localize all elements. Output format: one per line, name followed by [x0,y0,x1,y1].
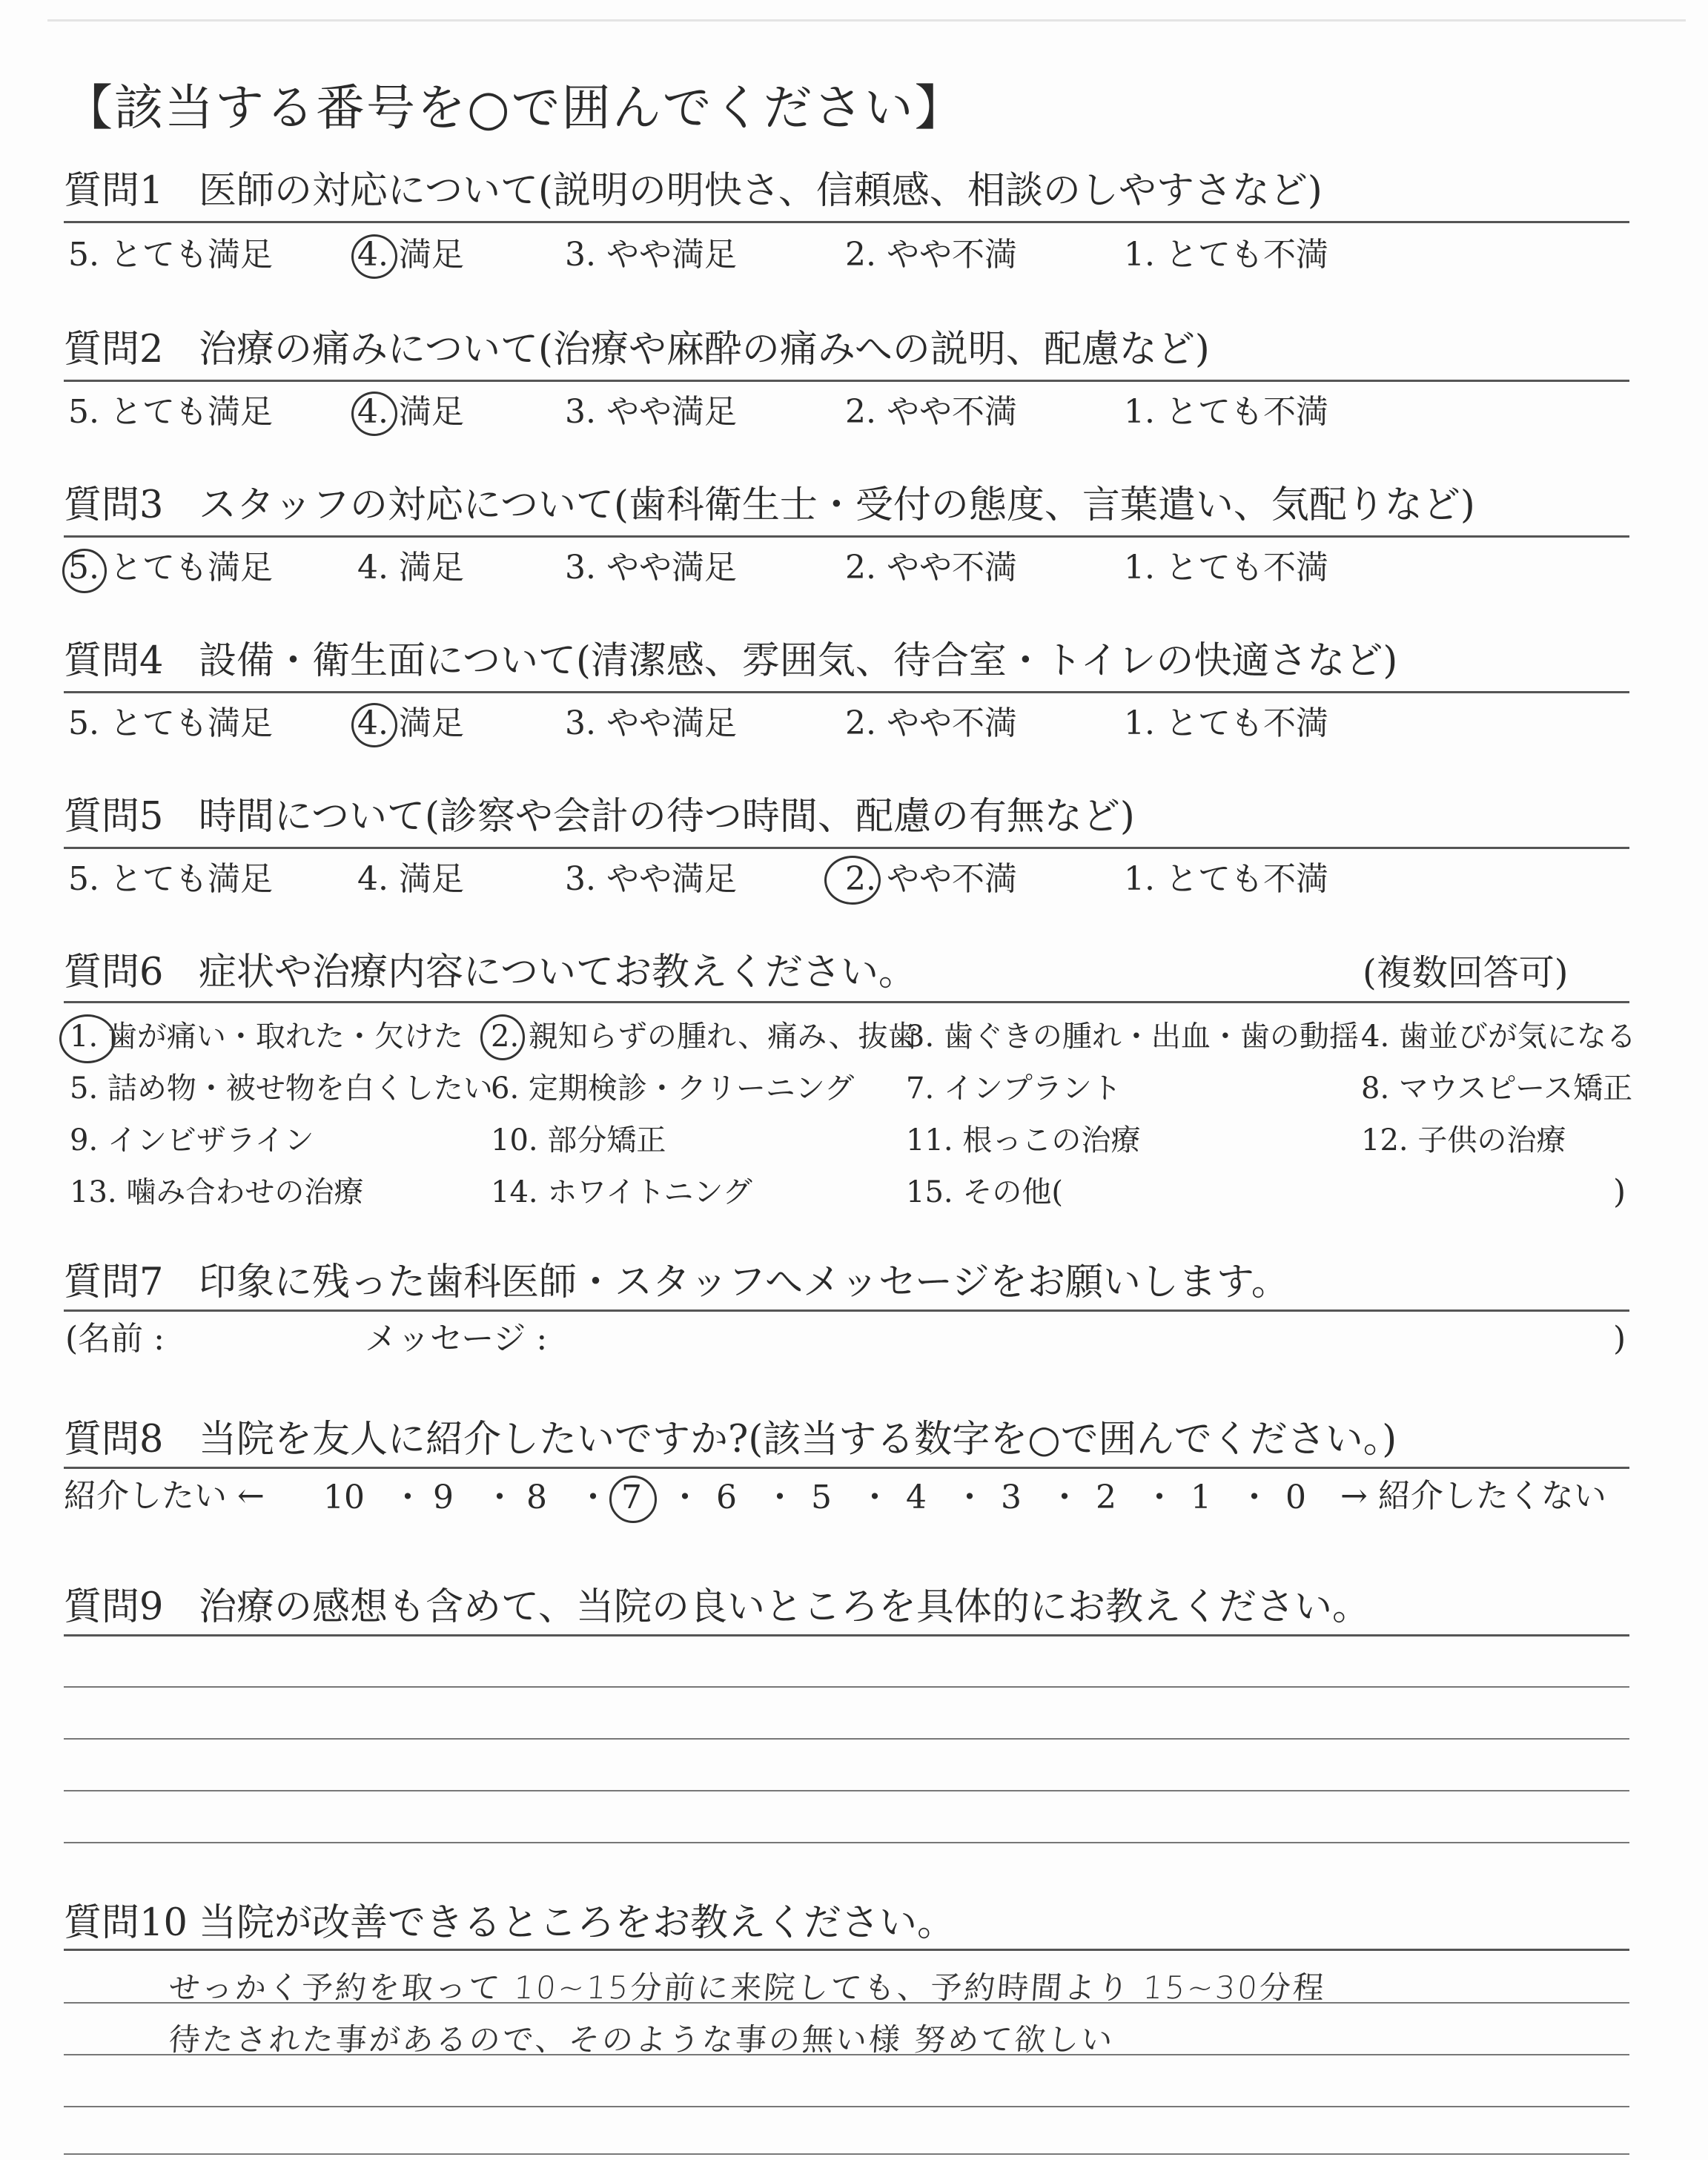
question-3-rule [64,535,1629,538]
multiple-answers-note: (複数回答可) [1363,952,1569,994]
q1-option-5[interactable]: 5. とても満足 [68,236,273,274]
q6-option-5[interactable]: 5. 詰め物・被せ物を白くしたい [70,1071,493,1106]
question-7-title [64,1261,1289,1304]
q8-sep-7: ・ [953,1479,986,1516]
q3-option-5[interactable]: 5. とても満足 [68,549,273,587]
question-4-text: 設備・衛生面について(清潔感、雰囲気、待合室・トイレの快適さなど) [199,639,1398,683]
question-9-label: 質問9 [64,1585,164,1629]
q8-scale-0[interactable]: 0 [1285,1479,1306,1516]
q5-option-3[interactable]: 3. やや満足 [565,860,737,898]
q2-option-5[interactable]: 5. とても満足 [68,393,273,431]
question-1-rule [64,221,1629,223]
q8-sep-9: ・ [1143,1479,1176,1516]
q8-sep-8: ・ [1048,1479,1081,1516]
q8-sep-1: ・ [391,1479,424,1516]
q8-sep-3: ・ [577,1479,609,1516]
q9-answer-line-2 [64,1738,1629,1740]
q4-option-4[interactable]: 4. 満足 [357,704,464,742]
question-10-rule [64,1949,1629,1951]
q8-scale-5[interactable]: 5 [811,1479,832,1516]
question-8-title [64,1418,1397,1462]
q8-sep-2: ・ [483,1479,516,1516]
q6-option-8[interactable]: 8. マウスピース矯正 [1361,1071,1633,1106]
q7-close-paren: ) [1613,1320,1626,1358]
q1-option-2[interactable]: 2. やや不満 [845,236,1017,274]
q8-scale-2[interactable]: 2 [1096,1479,1116,1516]
question-7-label: 質問7 [64,1261,164,1304]
q10-answer-line-4 [64,2153,1629,2155]
question-1-text: 医師の対応について(説明の明快さ、信頼感、相談のしやすさなど) [199,169,1323,213]
question-6-text: 症状や治療内容についてお教えください。 [199,951,916,994]
question-5-title [64,795,1135,839]
q8-scale-1[interactable]: 1 [1191,1479,1211,1516]
q6-option-15[interactable]: 15. その他( [906,1175,1063,1209]
q6-option-11[interactable]: 11. 根っこの治療 [906,1123,1141,1157]
question-3-title [64,483,1475,527]
q6-option-3[interactable]: 3. 歯ぐきの腫れ・出血・歯の動揺 [906,1020,1359,1054]
q10-answer-line-2-text[interactable]: 待たされた事があるので、そのような事の無い様 努めて欲しい [168,2021,1116,2058]
q8-sep-10: ・ [1238,1479,1271,1516]
q10-answer-line-1 [64,2002,1629,2004]
q4-option-5[interactable]: 5. とても満足 [68,704,273,742]
q8-sep-6: ・ [858,1479,891,1516]
question-7-rule [64,1309,1629,1312]
question-3-label: 質問3 [64,483,164,527]
question-10-label: 質問10 [64,1901,188,1945]
q4-option-1[interactable]: 1. とても不満 [1124,704,1328,742]
q10-answer-line-3 [64,2106,1629,2107]
question-9-title [64,1585,1370,1629]
q5-option-2[interactable]: 2. やや不満 [845,860,1017,898]
q8-sep-5: ・ [764,1479,796,1516]
q9-answer-line-4 [64,1842,1629,1843]
q1-option-1[interactable]: 1. とても不満 [1124,236,1328,274]
q6-option-6[interactable]: 6. 定期検診・クリーニング [491,1071,855,1106]
question-6-rule [64,1001,1629,1003]
q6-option-1[interactable]: 1. 歯が痛い・取れた・欠けた [70,1020,463,1054]
q1-option-4[interactable]: 4. 満足 [357,236,464,274]
question-3-text: スタッフの対応について(歯科衛生士・受付の態度、言葉遣い、気配りなど) [199,483,1475,527]
question-10-text: 当院が改善できるところをお教えください。 [199,1901,956,1945]
question-8-label: 質問8 [64,1418,164,1462]
q7-message-label: メッセージ : [365,1320,548,1358]
question-5-text: 時間について(診察や会計の待つ時間、配慮の有無など) [199,795,1135,839]
question-8-rule [64,1467,1629,1469]
q8-scale-10[interactable]: 10 [323,1479,365,1516]
question-2-rule [64,380,1629,382]
q10-answer-line-2 [64,2054,1629,2055]
q6-option-14[interactable]: 14. ホワイトニング [491,1175,752,1209]
q3-option-4[interactable]: 4. 満足 [357,549,464,587]
q6-option-13[interactable]: 13. 噛み合わせの治療 [70,1175,364,1209]
q8-sep-4: ・ [669,1479,701,1516]
q6-option-7[interactable]: 7. インプラント [906,1071,1122,1106]
question-4-title [64,639,1398,683]
question-5-label: 質問5 [64,795,164,839]
question-6-title [64,951,916,994]
question-9-rule [64,1634,1629,1636]
q3-option-1[interactable]: 1. とても不満 [1124,549,1328,587]
question-1-title [64,169,1323,213]
q1-option-3[interactable]: 3. やや満足 [565,236,737,274]
q6-option-10[interactable]: 10. 部分矯正 [491,1123,666,1157]
q6-option-12[interactable]: 12. 子供の治療 [1361,1123,1566,1157]
q4-option-3[interactable]: 3. やや満足 [565,704,737,742]
q6-option-4[interactable]: 4. 歯並びが気になる [1361,1020,1636,1054]
q2-option-3[interactable]: 3. やや満足 [565,393,737,431]
question-10-title [64,1901,956,1945]
question-6-label: 質問6 [64,951,164,994]
question-4-label: 質問4 [64,639,164,683]
q5-option-5[interactable]: 5. とても満足 [68,860,273,898]
q3-option-3[interactable]: 3. やや満足 [565,549,737,587]
question-1-label: 質問1 [64,169,164,213]
q8-left-label: 紹介したい ← [64,1477,265,1515]
q8-scale-4[interactable]: 4 [906,1479,927,1516]
question-2-label: 質問2 [64,328,164,371]
q9-answer-line-3 [64,1790,1629,1791]
q3-option-2[interactable]: 2. やや不満 [845,549,1017,587]
q2-option-1[interactable]: 1. とても不満 [1124,393,1328,431]
question-2-text: 治療の痛みについて(治療や麻酔の痛みへの説明、配慮など) [199,328,1210,371]
question-7-text: 印象に残った歯科医師・スタッフへメッセージをお願いします。 [199,1261,1289,1304]
q6-other-close-paren: ) [1613,1173,1626,1211]
q8-scale-7[interactable]: 7 [621,1479,642,1516]
form-title: 【該当する番号を○で囲んでください】 [64,79,965,136]
q2-option-2[interactable]: 2. やや不満 [845,393,1017,431]
q6-option-2[interactable]: 2. 親知らずの腫れ、痛み、抜歯 [491,1020,918,1054]
q10-answer-line-1-text[interactable]: せっかく予約を取って 10~15分前に来院しても、予約時間より 15~30分程 [168,1969,1328,2006]
q8-scale-6[interactable]: 6 [716,1479,737,1516]
q8-scale-3[interactable]: 3 [1001,1479,1022,1516]
question-8-text: 当院を友人に紹介したいですか?(該当する数字を○で囲んでください。) [199,1418,1397,1462]
question-4-rule [64,691,1629,693]
question-9-text: 治療の感想も含めて、当院の良いところを具体的にお教えください。 [199,1585,1370,1629]
q5-option-1[interactable]: 1. とても不満 [1124,860,1328,898]
q6-option-9[interactable]: 9. インビザライン [70,1123,314,1157]
top-border [47,19,1686,22]
q9-answer-line-1 [64,1686,1629,1688]
q8-scale-9[interactable]: 9 [433,1479,454,1516]
question-2-title [64,328,1210,371]
q4-option-2[interactable]: 2. やや不満 [845,704,1017,742]
q5-option-4[interactable]: 4. 満足 [357,860,464,898]
question-5-rule [64,847,1629,849]
q2-option-4[interactable]: 4. 満足 [357,393,464,431]
q8-scale-8[interactable]: 8 [526,1479,547,1516]
q7-name-label: (名前 : [65,1320,165,1358]
q8-right-label: → 紹介したくない [1340,1477,1606,1515]
